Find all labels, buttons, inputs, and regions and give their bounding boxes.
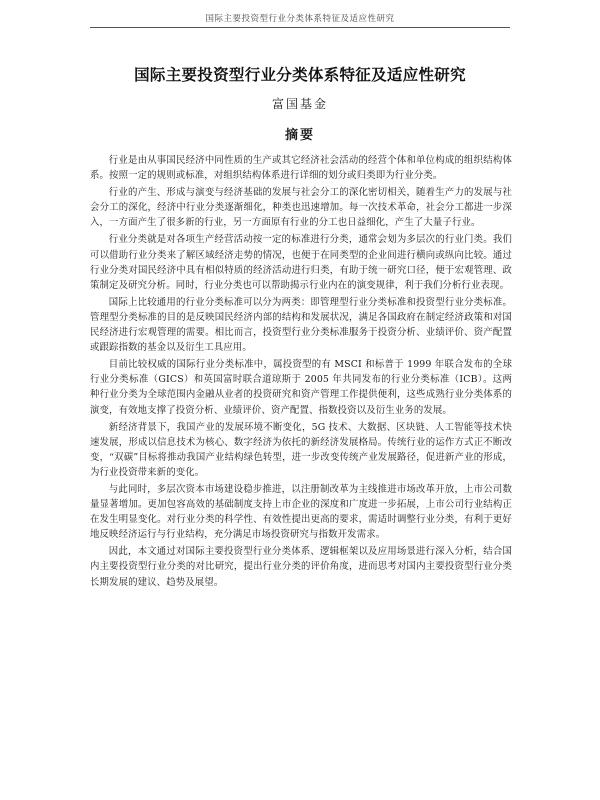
abstract-paragraph-5: 目前比较权威的国际行业分类标准中，属投资型的有 MSCI 和标普于 1999 年联合发布的全球行业分类标准（GICS）和英国富时联合道琼斯于 2005 年共同发布的行业分类标准（ICB）。这两种行业分类为全球范围内金融从业者的投资研究和资产管理工作提供便利，这些成熟行业分类体系的演变，有效地支撑了投资分析、业绩评价、资产配置、指数投资以及衍生业务的发展。 xyxy=(90,359,512,416)
paper-title: 国际主要投资型行业分类体系特征及适应性研究 xyxy=(134,66,466,84)
abstract-paragraph-4: 国际上比较通用的行业分类标准可以分为两类：即管理型行业分类标准和投资型行业分类标准。管理型分类标准的目的是反映国民经济内部的结构和发展状况，满足各国政府在制定经济政策和对国民经济进行宏观管理的需要。相比而言，投资型行业分类标准服务于投资分析、业绩评价、资产配置或跟踪指数的基金以及衍生工具应用。 xyxy=(90,296,512,354)
running-header: 国际主要投资型行业分类体系特征及适应性研究 xyxy=(205,14,395,24)
abstract-paragraph-3: 行业分类就是对各项生产经营活动按一定的标准进行分类，通常会划为多层次的行业门类。我们可以借助行业分类来了解区域经济走势的情况，也便于在同类型的企业间进行横向或纵向比较。通过行业分类对国民经济中具有相似特质的经济活动进行归类，有助于统一研究口径，便于宏观管理、政策制定及研究分析。同时，行业分类也可以帮助揭示行业内在的演变规律，利于我们分析行业表现。 xyxy=(90,234,512,291)
abstract-heading: 摘要 xyxy=(284,128,315,143)
abstract-body xyxy=(90,153,512,592)
abstract-paragraph-2: 行业的产生、形成与演变与经济基础的发展与社会分工的深化密切相关，随着生产力的发展与社会分工的深化，经济中行业分类逐渐细化，种类也迅速增加。每一次技术革命，社会分工都进一步深入，一方面产生了很多新的行业，另一方面原有行业的分工也日益细化，产生了大量子行业。 xyxy=(90,187,512,229)
header-rule xyxy=(90,27,510,28)
abstract-paragraph-1: 行业是由从事国民经济中同性质的生产或其它经济社会活动的经营个体和单位构成的组织结构体系。按照一定的规则或标准，对组织结构体系进行详细的划分或归类即为行业分类。 xyxy=(90,155,512,182)
abstract-paragraph-8: 因此，本文通过对国际主要投资型行业分类体系、逻辑框架以及应用场景进行深入分析，结合国内主要投资型行业分类的对比研究，提出行业分类的评价角度，进而思考对国内主要投资型行业分类长期发展的建议、趋势及展望。 xyxy=(90,546,512,588)
abstract-paragraph-7: 与此同时，多层次资本市场建设稳步推进，以注册制改革为主线推进市场改革开放，上市公司数量显著增加。更加包容高效的基础制度支持上市企业的深度和广度进一步拓展，上市公司行业结构正在发生明显变化。对行业分类的科学性、有效性提出更高的要求，需适时调整行业分类，有利于更好地反映经济运行与行业结构，充分满足市场投资研究与指数开发需求。 xyxy=(90,483,512,541)
abstract-paragraph-6: 新经济背景下，我国产业的发展环境不断变化，5G 技术、大数据、区块链、人工智能等技术快速发展，形成以信息技术为核心、数字经济为依托的新经济发展格局。传统行业的运作方式正不断改变，“双碳”目标将推动我国产业结构绿色转型，进一步改变传统产业发展路径，促进新产业的形成，为行业投资带来新的变化。 xyxy=(90,421,512,478)
paper-author: 富国基金 xyxy=(271,97,328,111)
